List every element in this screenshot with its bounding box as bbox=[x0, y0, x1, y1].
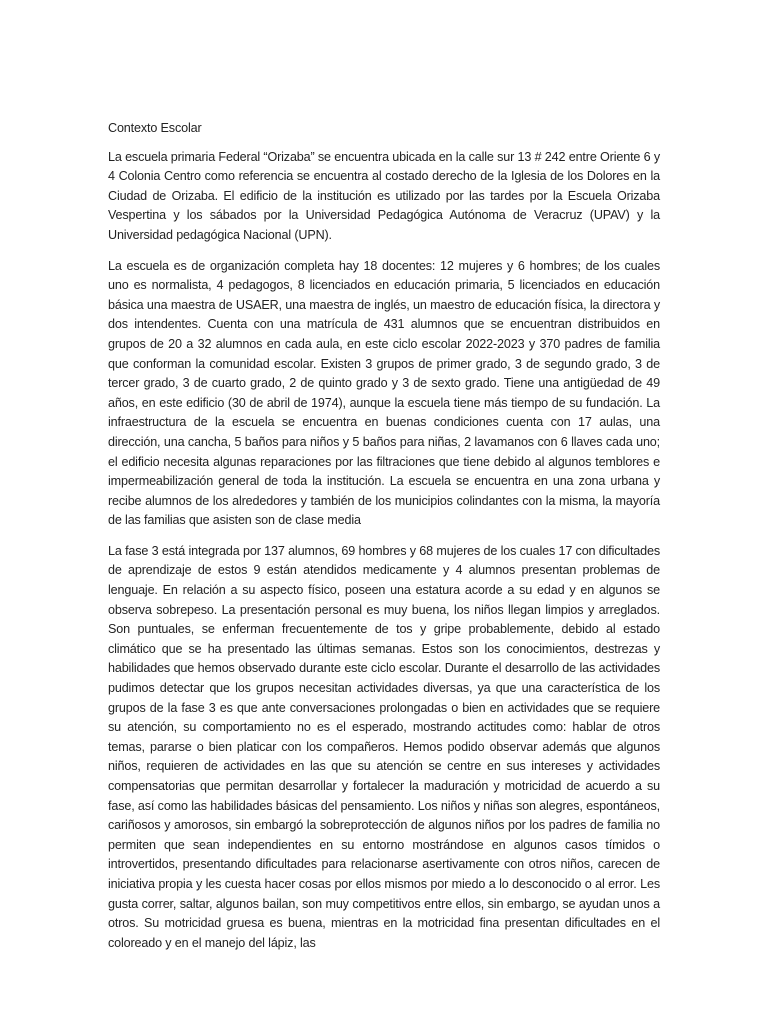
document-page bbox=[108, 119, 660, 964]
paragraph-location: La escuela primaria Federal “Orizaba” se encuentra ubicada en la calle sur 13 # 242 entre Oriente 6 y 4 Colonia Centro como referencia se encuentra al costado derecho de la Iglesia de los Dolores en la Ciudad de Orizaba. El edificio de la institución es utilizado por las tardes por la Escuela Orizaba Vespertina y los sábados por la Universidad Pedagógica Autónoma de Veracruz (UPAV) y la Universidad pedagógica Nacional (UPN). bbox=[108, 149, 660, 242]
document-title: Contexto Escolar bbox=[108, 121, 202, 135]
paragraph-organization: La escuela es de organización completa hay 18 docentes: 12 mujeres y 6 hombres; de los cuales uno es normalista, 4 pedagogos, 8 licenciados en educación primaria, 5 licenciados en educación básica una maestra de USAER, una maestra de inglés, un maestro de educación física, la directora y dos intendentes. Cuenta con una matrícula de 431 alumnos que se encuentran distribuidos en grupos de 20 a 32 alumnos en cada aula, en este ciclo escolar 2022-2023 y 370 padres de familia que conforman la comunidad escolar. Existen 3 grupos de primer grado, 3 de segundo grado, 3 de tercer grado, 3 de cuarto grado, 2 de quinto grado y 3 de sexto grado. Tiene una antigüedad de 49 años, en este edificio (30 de abril de 1974), aunque la escuela tiene más tiempo de su fundación. La infraestructura de la escuela se encuentra en buenas condiciones cuenta con 17 aulas, una dirección, una cancha, 5 baños para niños y 5 baños para niñas, 2 lavamanos con 6 llaves cada uno; el edificio necesita algunas reparaciones por las filtraciones que tiene debido al algunos temblores e impermeabilización general de toda la institución. La escuela se encuentra en una zona urbana y recibe alumnos de los alrededores y también de los municipios colindantes con la misma, la mayoría de las familias que asisten son de clase media bbox=[108, 258, 660, 528]
paragraph-phase-3: La fase 3 está integrada por 137 alumnos, 69 hombres y 68 mujeres de los cuales 17 con dificultades de aprendizaje de estos 9 están atendidos medicamente y 4 alumnos presentan problemas de lenguaje. En relación a su aspecto físico, poseen una estatura acorde a su edad y en algunos se observa sobrepeso. La presentación personal es muy buena, los niños llegan limpios y arreglados. Son puntuales, se enferman frecuentemente de tos y gripe probablemente, debido al estado climático que se ha presentado las últimas semanas. Estos son los conocimientos, destrezas y habilidades que hemos observado durante este ciclo escolar. Durante el desarrollo de las actividades pudimos detectar que los grupos necesitan actividades diversas, ya que una característica de los grupos de la fase 3 es que ante conversaciones prolongadas o bien en actividades que se requiere su atención, su comportamiento no es el esperado, mostrando actitudes como: hablar de otros temas, pararse o bien platicar con los compañeros. Hemos podido observar además que algunos niños, requieren de actividades en las que su atención se centre en sus intereses y actividades compensatorias que permitan desarrollar y fortalecer la maduración y motricidad de acuerdo a su fase, así como las habilidades básicas del pensamiento. Los niños y niñas son alegres, espontáneos, cariñosos y amorosos, sin embargó la sobreprotección de algunos niños por los padres de familia no permiten que sean independientes en su entorno mostrándose en algunos casos tímidos o introvertidos, presentando dificultades para relacionarse asertivamente con otros niños, carecen de iniciativa propia y les cuesta hacer cosas por ellos mismos por miedo a lo desconocido o al error. Les gusta correr, saltar, algunos bailan, son muy competitivos entre ellos, sin embargo, se ayudan unos a otros. Su motricidad gruesa es buena, mientras en la motricidad fina presentan dificultades en el coloreado y en el manejo del lápiz, las bbox=[108, 543, 660, 950]
